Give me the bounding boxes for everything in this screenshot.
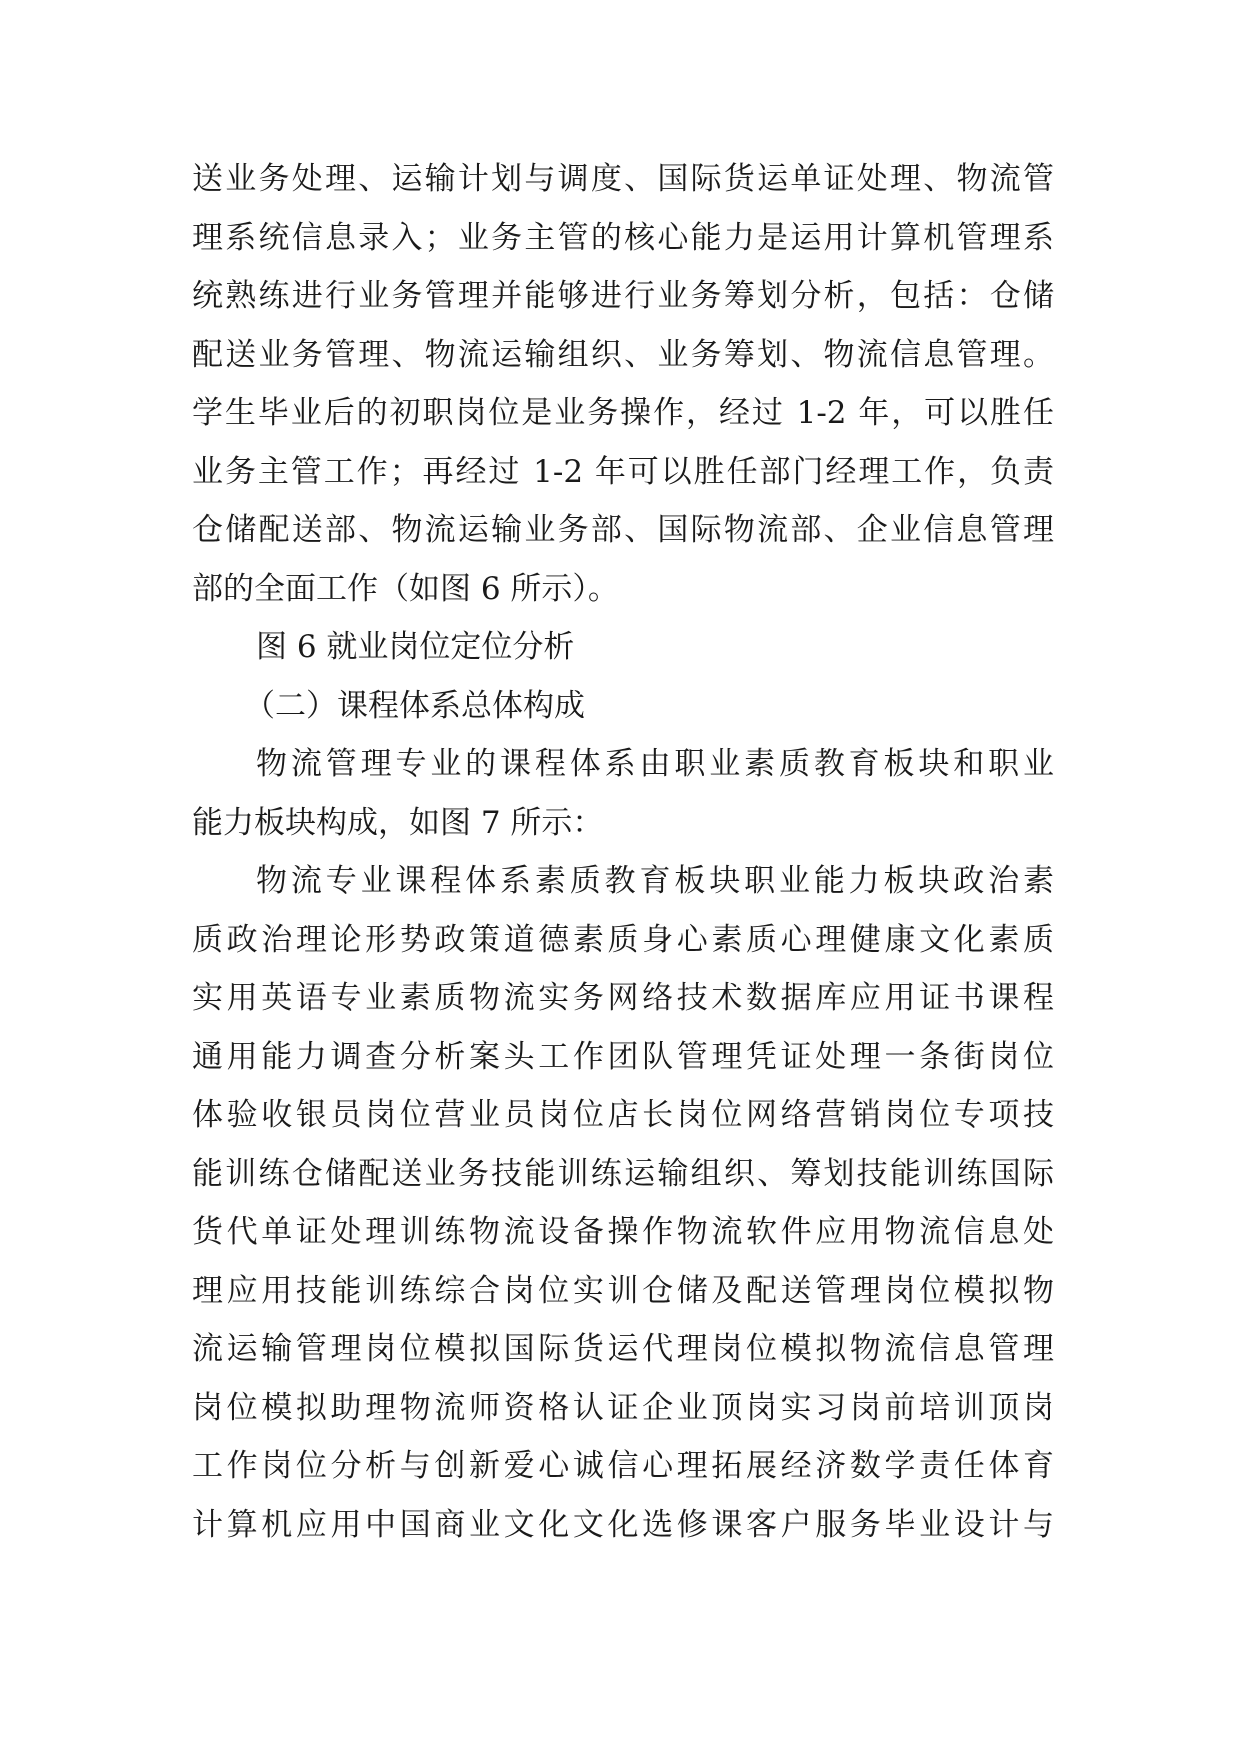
text-line: 通用能力调查分析案头工作团队管理凭证处理一条街岗位 [192, 1038, 1054, 1075]
text-line: 理应用技能训练综合岗位实训仓储及配送管理岗位模拟物 [192, 1272, 1054, 1309]
paragraph-job-positions [192, 150, 1054, 618]
text-line: 业务主管工作；再经过 1-2 年可以胜任部门经理工作，负责 [192, 453, 1054, 490]
text-line: 实用英语专业素质物流实务网络技术数据库应用证书课程 [192, 980, 1054, 1016]
text-line: 配送业务管理、物流运输组织、业务筹划、物流信息管理。 [192, 336, 1054, 373]
text-line: 部的全面工作（如图 6 所示）。 [192, 570, 619, 607]
paragraph-curriculum-intro [192, 735, 1054, 852]
figure-caption: 图 6 就业岗位定位分析 [256, 629, 575, 665]
document-page [192, 150, 1054, 1554]
text-line: 统熟练进行业务管理并能够进行业务筹划分析，包括：仓储 [192, 278, 1054, 314]
text-line: 送业务处理、运输计划与调度、国际货运单证处理、物流管 [192, 161, 1054, 197]
text-line: 理系统信息录入；业务主管的核心能力是运用计算机管理系 [192, 219, 1054, 256]
text-line: 流运输管理岗位模拟国际货运代理岗位模拟物流信息管理 [192, 1331, 1054, 1367]
text-line: 计算机应用中国商业文化文化选修课客户服务毕业设计与 [192, 1506, 1054, 1543]
paragraph-curriculum-structure [192, 852, 1054, 1554]
text-line: 货代单证处理训练物流设备操作物流软件应用物流信息处 [192, 1214, 1054, 1250]
text-line: 仓储配送部、物流运输业务部、国际物流部、企业信息管理 [192, 512, 1054, 548]
text-line: 能训练仓储配送业务技能训练运输组织、筹划技能训练国际 [192, 1155, 1054, 1192]
text-line: 体验收银员岗位营业员岗位店长岗位网络营销岗位专项技 [192, 1097, 1054, 1133]
text-line: 岗位模拟助理物流师资格认证企业顶岗实习岗前培训顶岗 [192, 1389, 1054, 1426]
text-line: 学生毕业后的初职岗位是业务操作，经过 1-2 年，可以胜任 [192, 395, 1054, 431]
section-heading: （二）课程体系总体构成 [244, 687, 585, 724]
text-line: 物流管理专业的课程体系由职业素质教育板块和职业 [256, 746, 1054, 782]
text-line: 工作岗位分析与创新爱心诚信心理拓展经济数学责任体育 [192, 1448, 1054, 1484]
text-line: 物流专业课程体系素质教育板块职业能力板块政治素 [256, 863, 1054, 899]
text-line: 质政治理论形势政策道德素质身心素质心理健康文化素质 [192, 921, 1054, 958]
text-line: 能力板块构成，如图 7 所示： [192, 804, 604, 841]
